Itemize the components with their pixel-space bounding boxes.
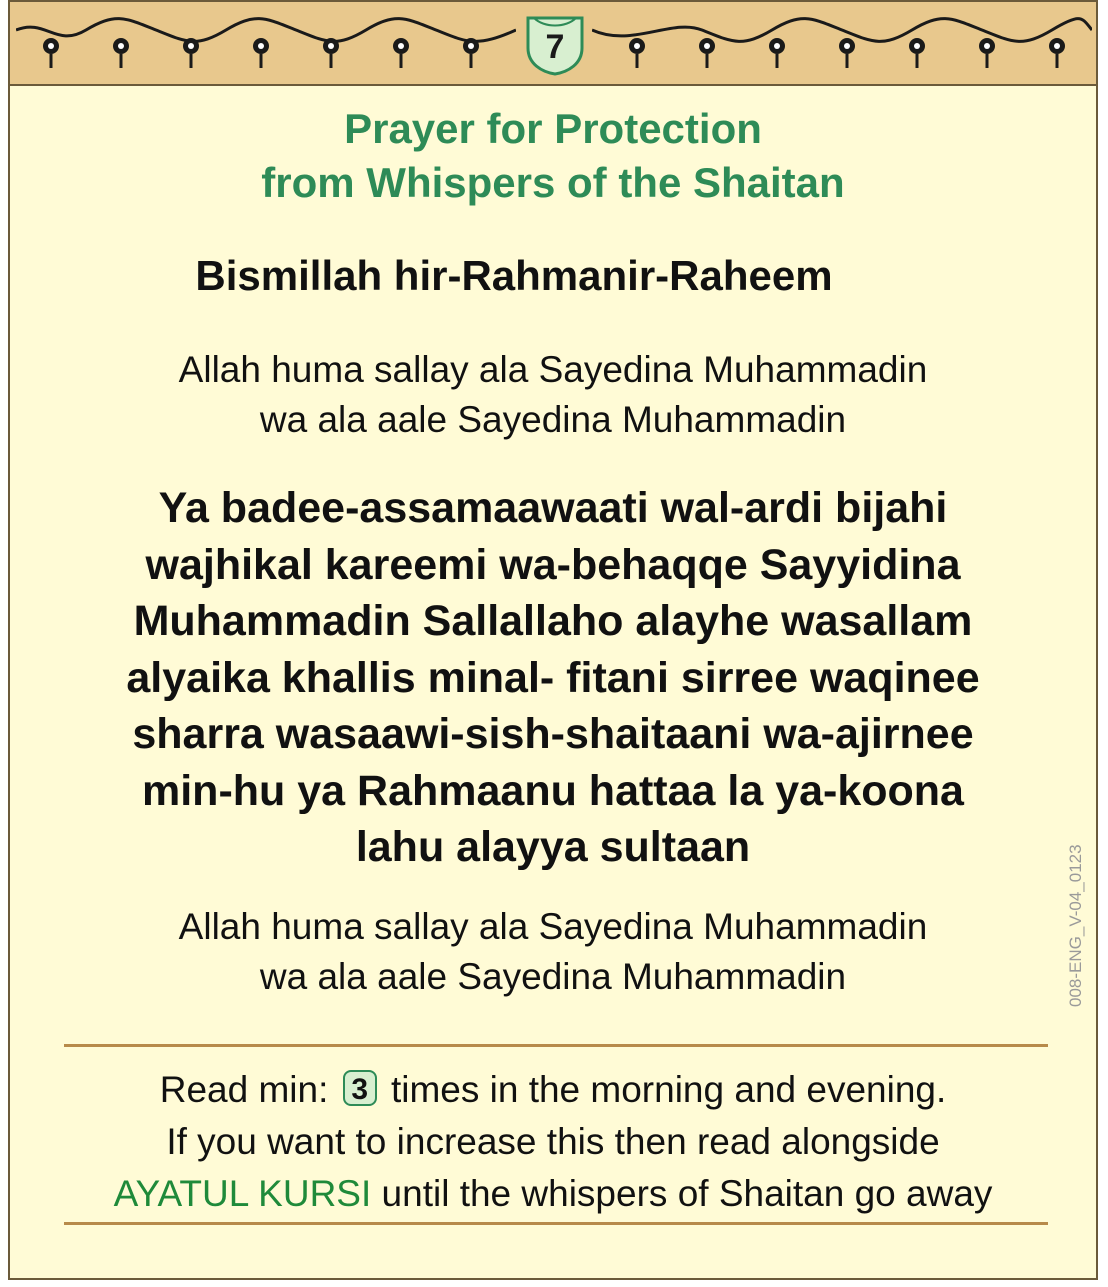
salawat-closing: [10, 902, 1096, 1002]
prayer-card: [8, 0, 1098, 1280]
dua-line: sharra wasaawi-sish-shaitaani wa-ajirnee: [132, 710, 974, 758]
dua-line: Muhammadin Sallallaho alayhe wasallam: [133, 597, 973, 645]
salawat-line-2: wa ala aale Sayedina Muhammadin: [259, 956, 847, 997]
instruction-line-1: [10, 1064, 1096, 1116]
times-label: times in the morning and evening.: [390, 1069, 947, 1110]
read-min-label: Read min:: [159, 1069, 329, 1110]
divider-bottom: [64, 1222, 1048, 1225]
title-line-2: from Whispers of the Shaitan: [261, 159, 845, 206]
dua-line: alyaika khallis minal- fitani sirree waqinee: [126, 653, 980, 702]
divider-top: [64, 1044, 1048, 1047]
dua-line: min-hu ya Rahmaanu hattaa la ya-koona: [142, 766, 964, 815]
left-vine-ornament: [16, 8, 516, 76]
salawat-opening: [10, 345, 1096, 445]
instruction-line-2: If you want to increase this then read alongside: [166, 1121, 940, 1162]
ornamental-header: [10, 2, 1096, 86]
page-title: [10, 102, 1096, 210]
right-vine-ornament: [592, 8, 1092, 76]
salawat-line-1: Allah huma sallay ala Sayedina Muhammadin: [178, 906, 928, 947]
dua-text: [10, 480, 1096, 876]
dua-line: lahu alayya sultaan: [355, 823, 751, 871]
salawat-line-2: wa ala aale Sayedina Muhammadin: [259, 399, 847, 440]
document-code: 008-ENG_V-04_0123: [1066, 844, 1085, 1007]
count-badge: 3: [343, 1070, 377, 1106]
ayatul-kursi-highlight: AYATUL KURSI: [113, 1173, 372, 1214]
dua-line: Ya badee-assamaawaati wal-ardi bijahi: [158, 484, 948, 532]
card-number: 7: [545, 28, 565, 66]
instruction-line-3-rest: until the whispers of Shaitan go away: [381, 1173, 993, 1214]
title-line-1: Prayer for Protection: [344, 105, 762, 152]
reading-instructions: [10, 1064, 1096, 1220]
instruction-line-3: [10, 1168, 1096, 1220]
number-badge: [524, 14, 586, 76]
bismillah-heading: Bismillah hir-Rahmanir-Raheem: [195, 252, 833, 299]
dua-line: wajhikal kareemi wa-behaqqe Sayyidina: [145, 540, 961, 589]
salawat-line-1: Allah huma sallay ala Sayedina Muhammadin: [178, 349, 928, 390]
